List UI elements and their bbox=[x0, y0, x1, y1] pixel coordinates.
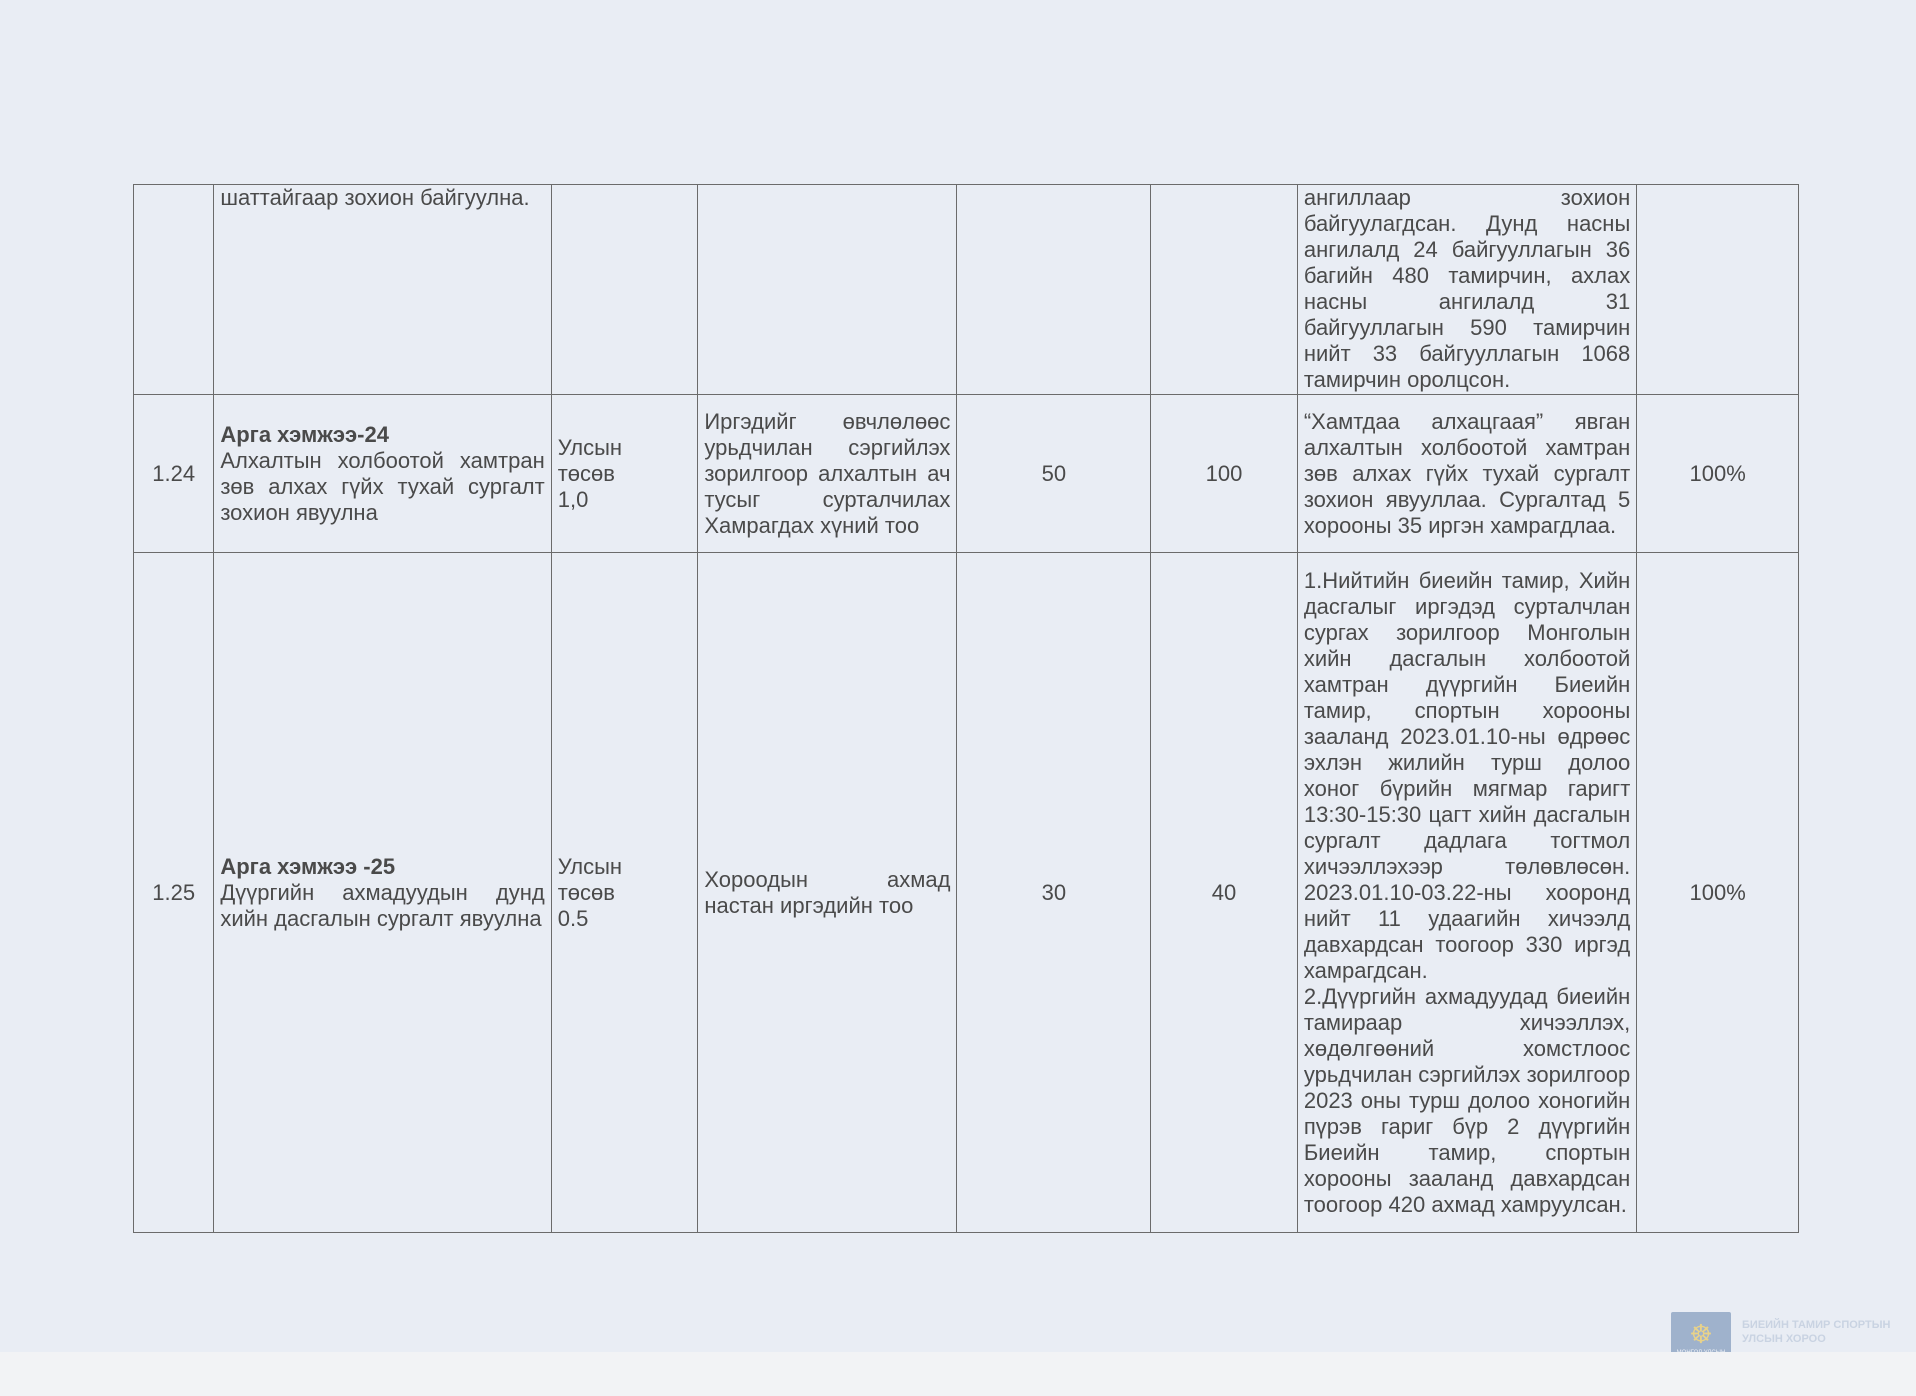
stamp-org-line: БИЕИЙН ТАМИР СПОРТЫН bbox=[1742, 1319, 1891, 1331]
budget-cell bbox=[551, 185, 698, 395]
budget-line: төсөв bbox=[557, 879, 615, 905]
target-cell: 100 bbox=[1151, 395, 1298, 553]
result-cell: ангиллаар зохион байгуулагдсан. Дунд насны ангилалд 24 байгууллагын 36 багийн 480 тамирчин, ахлах насны ангилалд 31 байгууллагын 590 тамирчин нийт 33 байгууллагын 1068 тамирчин оролцсон. bbox=[1297, 185, 1636, 395]
result-cell: “Хамтдаа алхацгаая” явган алхалтын холбоотой хамтран зөв алхах гүйх тухай сургалт зохион явууллаа. Сургалтад 5 хорооны 35 иргэн хамрагдлаа. bbox=[1297, 395, 1636, 553]
stamp-organization bbox=[1742, 1318, 1912, 1346]
baseline-cell bbox=[957, 185, 1151, 395]
percent-cell: 100% bbox=[1637, 395, 1799, 553]
table-row bbox=[134, 395, 1799, 553]
budget-line: Улсын bbox=[557, 853, 623, 879]
budget-line: Улсын bbox=[557, 434, 623, 460]
measure-cell bbox=[214, 185, 551, 395]
indicator-cell: Иргэдийг өвчлөлөөс урьдчилан сэргийлэх зорилгоор алхалтын ач тусыг сурталчилах Хамрагдах хүний тоо bbox=[698, 395, 957, 553]
measure-cell bbox=[214, 395, 551, 553]
stamp-org-line: УЛСЫН ХОРОО bbox=[1742, 1333, 1826, 1345]
measures-table bbox=[133, 184, 1799, 1233]
table-row bbox=[134, 553, 1799, 1233]
result-paragraph: 2.Дүүргийн ахмадуудад биеийн тамираар хичээллэх, хөдөлгөөний хомстлоос урьдчилан сэргийлэх зорилгоор 2023 оны турш долоо хоногийн пүрэв гариг бүр 2 дүүргийн Биеийн тамир, спортын хорооны зааланд давхардсан тоогоор 420 ахмад хамруулсан. bbox=[1303, 983, 1631, 1217]
result-paragraph: 1.Нийтийн биеийн тамир, Хийн дасгалыг иргэдэд сурталчлан сургах зорилгоор Монголын хийн дасгалын холбоотой хамтран дүүргийн Биеийн тамир, спортын хорооны зааланд 2023.01.10-ны өдрөөс эхлэн жилийн турш долоо хоног бүрийн мягмар гаригт 13:30-15:30 цагт хийн дасгалын сургалт дадлага тогтмол хичээллэхээр төлөвлөсөн. 2023.01.10-03.22-ны хооронд нийт 11 удаагийн хичээлд давхардсан тоогоор 330 иргэд хамрагдсан. bbox=[1303, 567, 1631, 983]
budget-line: төсөв bbox=[557, 460, 615, 486]
row-number: 1.25 bbox=[134, 553, 214, 1233]
percent-cell: 100% bbox=[1637, 553, 1799, 1233]
measure-cell bbox=[214, 553, 551, 1233]
row-number: 1.24 bbox=[134, 395, 214, 553]
scan-bottom-edge bbox=[0, 1352, 1916, 1396]
target-cell: 40 bbox=[1151, 553, 1298, 1233]
budget-cell bbox=[551, 553, 698, 1233]
measure-text: Дүүргийн ахмадуудын дунд хийн дасгалын сургалт явуулна bbox=[220, 879, 545, 931]
budget-amount: 1,0 bbox=[557, 486, 589, 512]
percent-cell bbox=[1637, 185, 1799, 395]
measure-title: Арга хэмжээ-24 bbox=[220, 421, 389, 447]
row-number bbox=[134, 185, 214, 395]
baseline-cell: 50 bbox=[957, 395, 1151, 553]
baseline-cell: 30 bbox=[957, 553, 1151, 1233]
table-row bbox=[134, 185, 1799, 395]
soyombo-emblem-icon: ☸ bbox=[1689, 1320, 1713, 1350]
measure-title: Арга хэмжээ -25 bbox=[220, 853, 396, 879]
budget-amount: 0.5 bbox=[557, 905, 589, 931]
result-cell bbox=[1297, 553, 1636, 1233]
indicator-cell: Хороодын ахмад настан иргэдийн тоо bbox=[698, 553, 957, 1233]
measure-text: Алхалтын холбоотой хамтран зөв алхах гүйх тухай сургалт зохион явуулна bbox=[220, 447, 545, 525]
budget-cell bbox=[551, 395, 698, 553]
measure-text: шаттайгаар зохион байгуулна. bbox=[220, 185, 530, 210]
indicator-cell bbox=[698, 185, 957, 395]
target-cell bbox=[1151, 185, 1298, 395]
